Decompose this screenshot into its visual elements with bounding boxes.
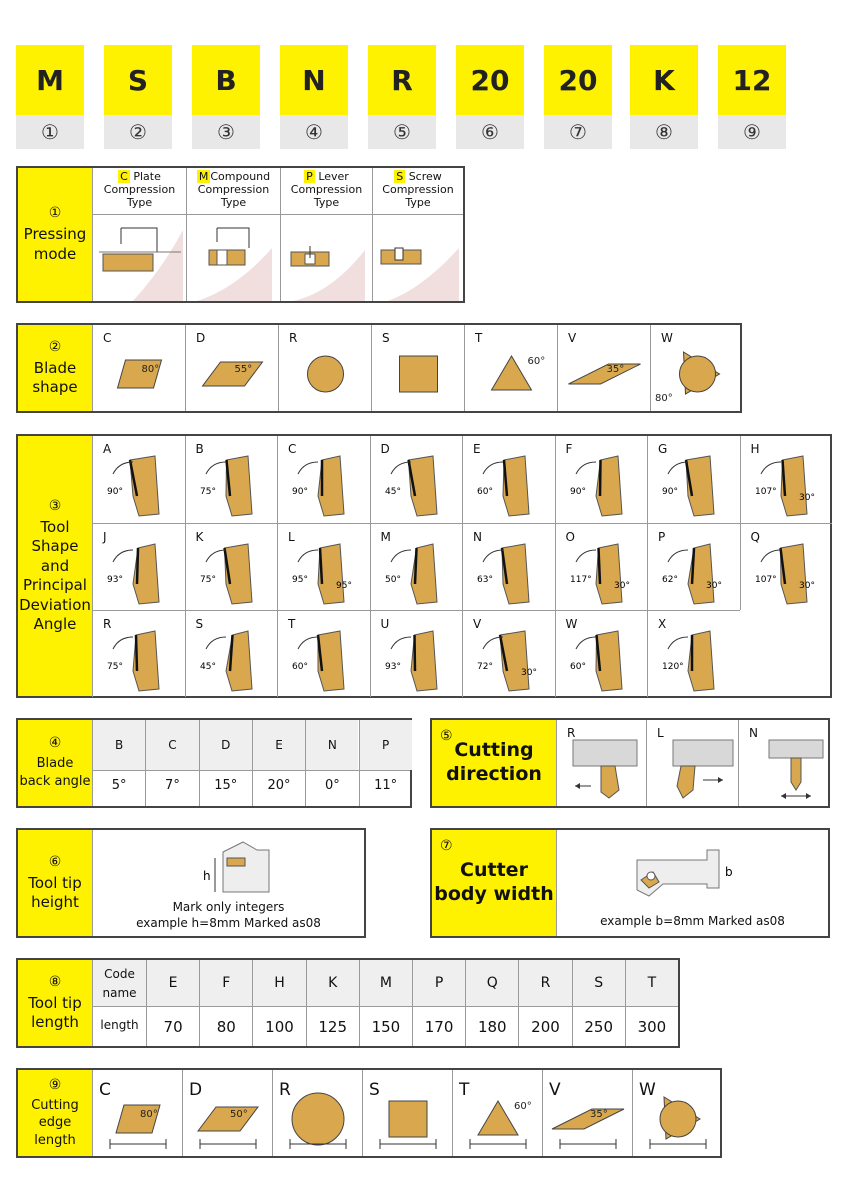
insert-shape (198, 1107, 258, 1131)
angle-label: 60° (527, 356, 546, 367)
tool-shape-o (555, 523, 648, 610)
type-code: C (120, 170, 128, 183)
edge-length-c (92, 1070, 182, 1156)
insert-shape (492, 356, 532, 390)
blade-shape-c (92, 325, 185, 411)
divider (92, 214, 463, 215)
cell-code: A (103, 442, 112, 456)
cell-code: S (195, 617, 204, 631)
angle-label: 30° (521, 668, 537, 678)
cell-code: J (103, 530, 107, 544)
code-number: ④ (280, 115, 348, 149)
tip-length-value: 180 (477, 1018, 507, 1036)
section-number: ③ (48, 497, 62, 514)
angle-label: 30° (613, 581, 630, 591)
tip-length-p (412, 960, 465, 1046)
cell-code: H (750, 442, 760, 456)
angle-label: 75° (199, 487, 216, 497)
cell-code: S (573, 960, 625, 1006)
insert-shape (478, 1101, 518, 1135)
label-line: length (31, 1013, 79, 1031)
angle-label: 35° (590, 1109, 608, 1120)
angle-label: 72° (477, 662, 493, 672)
tool-tip-length-label (18, 960, 92, 1046)
code-number: ① (16, 115, 84, 149)
pressing-type-p (280, 168, 372, 301)
type-line: Type (313, 196, 340, 210)
tool-shape-a (92, 436, 185, 523)
angle-label: 107° (754, 487, 777, 497)
edge-length-t (452, 1070, 542, 1156)
cell-code: Q (466, 960, 518, 1006)
tool-shape-k (185, 523, 278, 610)
cell-code: V (473, 617, 482, 631)
code-letter: 12 (718, 45, 786, 115)
blade-shape-r (278, 325, 371, 411)
section-number: ① (48, 205, 62, 221)
back-angle-value: 0° (324, 778, 340, 793)
angle-label: 63° (477, 575, 493, 585)
code-number: ② (104, 115, 172, 149)
cutting-edge-length-section (16, 1068, 722, 1158)
tool-tip-length-section (16, 958, 680, 1048)
label-line: body width (434, 883, 554, 905)
header-line: length (100, 1018, 139, 1032)
angle-label: 95° (336, 581, 352, 591)
back-angle-c (145, 720, 198, 806)
cutting-direction-section (430, 718, 830, 808)
code-number: ③ (192, 115, 260, 149)
insert-shape (292, 1093, 344, 1145)
back-angle-section (16, 718, 412, 808)
edge-length-s (362, 1070, 452, 1156)
code-number: ⑥ (456, 115, 524, 149)
tool-shape-d (370, 436, 463, 523)
tool-tip-height-section (16, 828, 366, 938)
cell-code: T (459, 1080, 470, 1100)
tip-length-k (306, 960, 359, 1046)
cell-code: D (189, 1080, 203, 1100)
tip-length-value: 80 (216, 1018, 236, 1036)
screw-clamp-diagram (373, 168, 463, 301)
cell-code: D (196, 331, 206, 345)
cell-code: R (289, 331, 298, 345)
tool-shape-s (185, 610, 278, 697)
type-line: Compression (197, 183, 270, 197)
blade-shape-w (650, 325, 743, 411)
cell-code: T (288, 617, 296, 631)
cell-code: F (565, 442, 573, 456)
tip-length-t (625, 960, 678, 1046)
back-angle-d (199, 720, 252, 806)
tip-length-s (572, 960, 625, 1046)
angle-label: 90° (107, 487, 123, 497)
type-line: Plate (133, 170, 161, 183)
code-letter: B (192, 45, 260, 115)
tool-shape-x (647, 610, 740, 697)
cutter-body-width-cell (556, 830, 828, 936)
cell-code: N (473, 530, 482, 544)
label-line: and (40, 556, 70, 575)
tip-length-value: 150 (371, 1018, 401, 1036)
code-number: ⑨ (718, 115, 786, 149)
code-box-4 (280, 45, 348, 149)
section-number: ⑤ (440, 728, 453, 744)
header-line: name (102, 986, 137, 1000)
cell-code: W (639, 1080, 656, 1100)
section-number: ⑦ (440, 838, 453, 854)
angle-label: 107° (754, 575, 777, 585)
cell-code: T (475, 331, 483, 345)
cell-code: X (658, 617, 667, 631)
angle-label: 90° (569, 487, 586, 497)
code-letter: 20 (544, 45, 612, 115)
angle-label: 60° (514, 1101, 532, 1112)
type-line: Compression (103, 183, 176, 197)
type-line: Compression (290, 183, 363, 197)
tool-shape-n (462, 523, 555, 610)
type-code: P (306, 170, 313, 183)
cell-code: D (380, 442, 390, 456)
label-line: Tool (40, 517, 70, 536)
insert-shape (569, 364, 641, 384)
label-line: Cutter (460, 859, 528, 882)
code-box-1 (16, 45, 84, 149)
label-line: direction (446, 763, 542, 785)
blade-shape-label (18, 325, 92, 411)
back-angle-n (305, 720, 358, 806)
label-line: Pressing (23, 225, 87, 243)
angle-label: 117° (569, 575, 592, 585)
tool-tip-height-label (18, 830, 92, 936)
code-name-header (92, 960, 146, 1006)
label-line: length (34, 1132, 76, 1148)
cell-code: Q (750, 530, 760, 544)
type-line: Compound (210, 170, 271, 183)
pressing-type-c (92, 168, 186, 301)
cell-code: P (658, 530, 666, 544)
cell-code: C (99, 1080, 111, 1100)
blade-shape-d (185, 325, 278, 411)
tip-length-value: 170 (424, 1018, 454, 1036)
tool-shape-u (370, 610, 463, 697)
cut-dir-l (646, 720, 738, 806)
label-line: Angle (33, 615, 77, 633)
label-line: mode (33, 244, 77, 263)
type-line: Screw (408, 170, 442, 183)
code-letter: K (630, 45, 698, 115)
tip-length-f (199, 960, 252, 1046)
insert-shape (552, 1109, 624, 1129)
tool-shape-m (370, 523, 463, 610)
type-line: Compression (382, 183, 454, 197)
code-box-6 (456, 45, 524, 149)
tool-shape-e (462, 436, 555, 523)
tip-length-e (146, 960, 199, 1046)
code-box-3 (192, 45, 260, 149)
tool-shape-section (16, 434, 832, 698)
cell-code: T (626, 960, 678, 1006)
tip-length-q (465, 960, 518, 1046)
cell-code: W (661, 331, 673, 345)
insert-shape (400, 356, 438, 392)
angle-label: 75° (199, 575, 216, 585)
tool-shape-c (277, 436, 370, 523)
angle-label: 60° (292, 662, 308, 672)
code-box-8 (630, 45, 698, 149)
angle-label: 60° (477, 487, 493, 497)
body-width-example: example b=8mm Marked as08 (600, 914, 785, 928)
label-line: edge (38, 1115, 72, 1131)
label-line: Tool tip (28, 873, 82, 892)
tip-length-value: 70 (163, 1018, 183, 1036)
label-line: Tool tip (28, 993, 82, 1012)
insert-shape (203, 362, 263, 386)
cell-code: S (369, 1080, 380, 1100)
cell-code: R (519, 960, 571, 1006)
edge-length-d (182, 1070, 272, 1156)
code-box-9 (718, 45, 786, 149)
cutting-edge-length-label (18, 1070, 92, 1156)
angle-label: 60° (569, 662, 586, 672)
cell-code: W (565, 617, 578, 631)
label-line: Blade (36, 756, 74, 772)
label-line: Cutting (31, 1097, 79, 1113)
label-line: Blade (33, 358, 77, 377)
cell-code: P (360, 720, 412, 770)
cell-code: C (288, 442, 297, 456)
cutting-direction-label (432, 720, 556, 806)
cell-code: C (146, 720, 198, 770)
height-symbol: h (203, 869, 211, 883)
blade-shape-section (16, 323, 742, 413)
pressing-type-m (186, 168, 280, 301)
tip-length-value: 250 (584, 1018, 613, 1036)
angle-label: 93° (107, 575, 123, 585)
angle-label: 30° (706, 581, 722, 591)
type-code: S (396, 170, 404, 183)
tool-shape-p (647, 523, 740, 610)
tool-shape-r (92, 610, 185, 697)
cell-code: V (549, 1080, 561, 1100)
cell-code: B (93, 720, 145, 770)
angle-label: 93° (384, 662, 401, 672)
divider (92, 770, 410, 771)
angle-label: 80° (655, 393, 673, 404)
edge-length-w (632, 1070, 722, 1156)
cut-dir-n (738, 720, 828, 806)
back-angle-e (252, 720, 305, 806)
code-letter: R (368, 45, 436, 115)
cutter-body-width-label (432, 830, 556, 936)
divider (92, 1006, 678, 1007)
tool-shape-f (555, 436, 648, 523)
angle-label: 80° (141, 364, 160, 375)
length-header (92, 1006, 146, 1046)
label-line: Shape (31, 537, 79, 555)
angle-label: 35° (606, 364, 625, 375)
cut-dir-r (556, 720, 646, 806)
tool-shape-l (277, 523, 370, 610)
compound-clamp-diagram (187, 168, 280, 301)
insert-shape (389, 1101, 427, 1137)
tip-length-h (252, 960, 305, 1046)
section-number: ⑥ (48, 853, 62, 870)
tip-height-example: example h=8mm Marked as08 (136, 916, 321, 930)
width-symbol: b (725, 865, 733, 879)
back-angle-value: 11° (374, 778, 398, 793)
type-line: Type (126, 196, 153, 210)
label-line: shape (32, 378, 78, 396)
tool-shape-j (92, 523, 185, 610)
cell-code: N (749, 726, 758, 740)
angle-label: 62° (662, 575, 678, 585)
code-letter: N (280, 45, 348, 115)
angle-label: 30° (798, 581, 815, 591)
tip-length-value: 125 (318, 1018, 347, 1036)
cell-code: H (253, 960, 305, 1006)
cell-code: U (380, 617, 390, 631)
code-letter: S (104, 45, 172, 115)
tip-height-note: Mark only integers (172, 900, 285, 914)
angle-label: 45° (199, 662, 216, 672)
lever-clamp-diagram (281, 168, 372, 301)
cell-code: E (147, 960, 199, 1006)
cell-code: E (253, 720, 305, 770)
pressing-type-s (372, 168, 463, 301)
tool-shape-t (277, 610, 370, 697)
cell-code: R (103, 617, 112, 631)
type-line: Type (220, 196, 247, 210)
type-line: Type (405, 196, 431, 210)
tool-shape-h (740, 436, 833, 523)
tool-shape-g (647, 436, 740, 523)
code-number: ⑦ (544, 115, 612, 149)
plate-clamp-diagram (93, 168, 186, 301)
label-line: Deviation (19, 595, 91, 614)
back-angle-p (359, 720, 412, 806)
label-line: back angle (19, 774, 91, 789)
angle-label: 90° (292, 487, 308, 497)
cell-code: R (279, 1080, 291, 1100)
blade-shape-t (464, 325, 557, 411)
pressing-mode-section (16, 166, 465, 303)
back-angle-value: 20° (267, 778, 291, 793)
tool-shape-q (740, 523, 833, 610)
edge-length-r (272, 1070, 362, 1156)
back-angle-value: 5° (111, 778, 127, 793)
section-number: ④ (48, 735, 62, 752)
cell-code: P (413, 960, 465, 1006)
tip-length-value: 200 (531, 1018, 560, 1036)
blade-shape-v (557, 325, 650, 411)
insert-shape (308, 356, 344, 392)
cell-code: M (380, 530, 391, 544)
label-line: height (31, 893, 79, 911)
cell-code: B (195, 442, 204, 456)
label-line: Principal (23, 576, 87, 594)
tip-length-value: 100 (265, 1018, 294, 1036)
cell-code: M (360, 960, 412, 1006)
angle-label: 80° (140, 1109, 158, 1120)
angle-label: 95° (292, 575, 308, 585)
cell-code: C (103, 331, 112, 345)
cell-code: S (382, 331, 390, 345)
label-line: Cutting (454, 739, 534, 762)
back-angle-b (92, 720, 145, 806)
cell-code: D (200, 720, 252, 770)
code-box-2 (104, 45, 172, 149)
cell-code: E (473, 442, 481, 456)
section-number: ⑨ (48, 1076, 62, 1093)
angle-label: 50° (230, 1109, 248, 1120)
angle-label: 75° (107, 662, 123, 672)
cell-code: K (195, 530, 204, 544)
tool-shape-w (555, 610, 648, 697)
angle-label: 120° (662, 662, 684, 672)
code-number: ⑧ (630, 115, 698, 149)
cell-code: R (567, 726, 576, 740)
cell-code: O (565, 530, 575, 544)
section-number: ⑧ (48, 973, 62, 990)
cell-code: V (568, 331, 577, 345)
back-angle-label (18, 720, 92, 806)
cell-code: N (306, 720, 358, 770)
cell-code: F (200, 960, 252, 1006)
blade-shape-s (371, 325, 464, 411)
type-line: Lever (318, 170, 349, 183)
code-letter: M (16, 45, 84, 115)
back-angle-value: 7° (165, 778, 180, 793)
cell-code: G (658, 442, 668, 456)
pressing-mode-label (18, 168, 92, 301)
cell-code: L (657, 726, 664, 740)
code-letter: 20 (456, 45, 524, 115)
angle-label: 30° (798, 493, 815, 503)
tip-length-r (518, 960, 571, 1046)
right-hand-tool-diagram (557, 720, 646, 806)
tool-shape-label (18, 436, 92, 696)
back-angle-value: 15° (214, 778, 238, 793)
code-box-5 (368, 45, 436, 149)
cell-code: K (307, 960, 359, 1006)
angle-label: 90° (662, 487, 678, 497)
code-number: ⑤ (368, 115, 436, 149)
tool-shape-v (462, 610, 555, 697)
edge-length-v (542, 1070, 632, 1156)
tip-length-value: 300 (637, 1018, 667, 1036)
cutter-body-width-section (430, 828, 830, 938)
cell-code: L (288, 530, 295, 544)
left-hand-tool-diagram (647, 720, 738, 806)
neutral-tool-diagram (739, 720, 828, 806)
tool-shape-b (185, 436, 278, 523)
tool-tip-height-cell (92, 830, 364, 936)
code-box-7 (544, 45, 612, 149)
type-code: M (198, 170, 209, 183)
section-number: ② (48, 338, 62, 355)
tip-length-m (359, 960, 412, 1046)
angle-label: 55° (234, 364, 253, 375)
header-line: Code (104, 967, 135, 981)
angle-label: 45° (384, 487, 401, 497)
angle-label: 50° (384, 575, 401, 585)
